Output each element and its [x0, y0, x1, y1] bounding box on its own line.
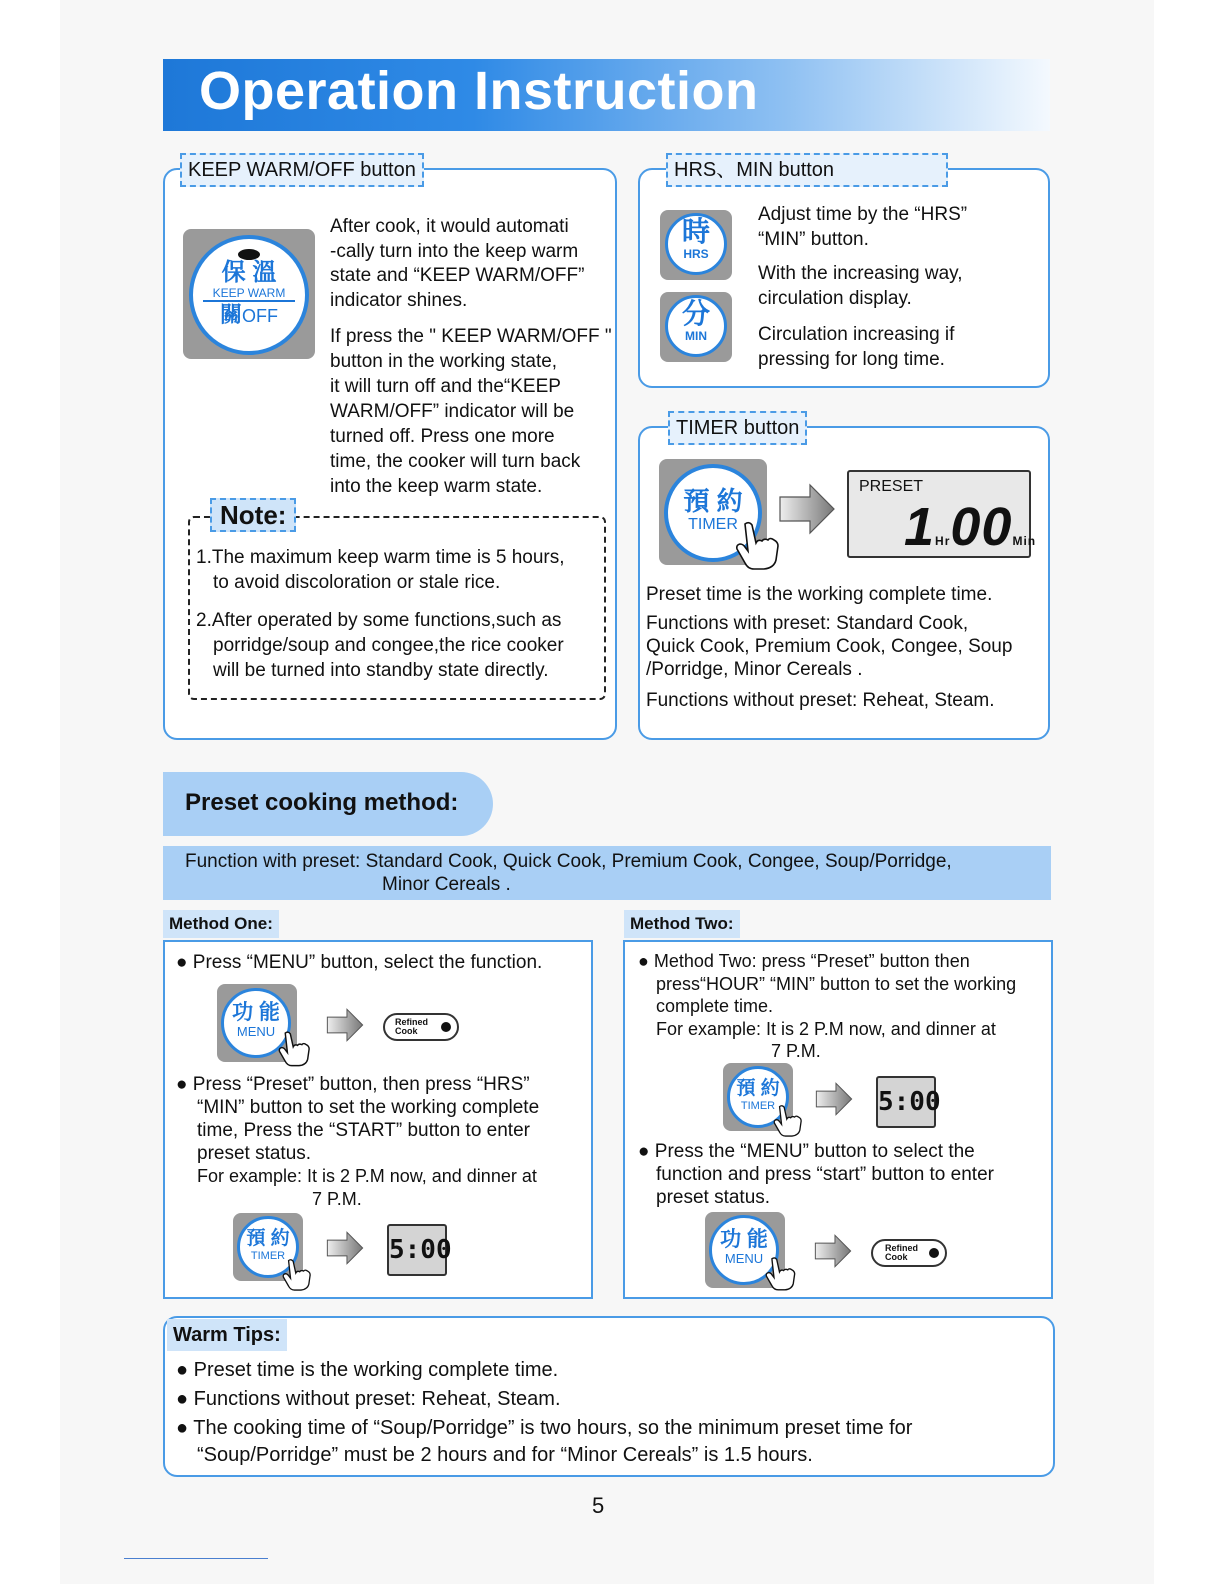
method-two-heading: Method Two: — [624, 910, 740, 938]
refined-cook-indicator — [871, 1239, 947, 1267]
method-one-example — [197, 1165, 537, 1211]
lcd-display-value: 5:00 — [389, 1235, 452, 1265]
text-line: Press “MENU” button, select the function. — [192, 952, 543, 973]
menu-cn-label: 功 能 — [720, 1228, 768, 1251]
display-min-unit: Min — [1012, 534, 1037, 548]
timer-text — [646, 583, 1046, 713]
pill-line: Cook — [885, 1252, 908, 1262]
keep-warm-tag: KEEP WARM/OFF button — [180, 153, 424, 187]
page-number: 5 — [592, 1493, 605, 1518]
method-one-step-2: ● Press “Preset” button, then press “HRS” “MIN” button to set the working complete time, Press the “START” button to enter preset status. — [176, 1073, 586, 1165]
text-line: 7 P.M. — [312, 1189, 362, 1209]
note-title: Note: — [210, 498, 296, 532]
text-line: time, Press the “START” button to enter — [197, 1120, 530, 1141]
method-one-step-1: ● Press “MENU” button, select the function. — [176, 952, 543, 973]
pointing-hand-icon — [282, 1258, 320, 1292]
preset-banner-text — [185, 850, 1045, 896]
text-line: time, the cooker will turn back — [330, 451, 581, 472]
keep-warm-paragraph-1 — [330, 215, 615, 313]
preset-display — [847, 470, 1037, 558]
menu-en-label: MENU — [724, 1251, 764, 1266]
text-line: 7 P.M. — [771, 1041, 821, 1061]
lcd-display — [876, 1076, 941, 1128]
preset-heading: Preset cooking method: — [185, 789, 459, 816]
text-line: 2.After operated by some functions,such as — [196, 610, 562, 631]
tip-item: Functions without preset: Reheat, Steam. — [193, 1388, 561, 1410]
text-line: circulation display. — [758, 287, 912, 309]
timer-cn-label: 預 約 — [246, 1228, 290, 1249]
pointing-hand-icon — [278, 1030, 320, 1068]
pill-line: Cook — [395, 1026, 418, 1036]
tip-item: The cooking time of “Soup/Porridge” is two hours, so the minimum preset time for — [193, 1417, 913, 1439]
text-line: press“HOUR” “MIN” button to set the working — [656, 973, 1017, 994]
timer-en-label: TIMER — [250, 1250, 286, 1262]
text-line: Circulation increasing if — [758, 324, 955, 345]
tip-item: Preset time is the working complete time. — [193, 1359, 559, 1381]
text-line: preset status. — [197, 1143, 312, 1164]
timer-cn-label: 預 約 — [736, 1078, 780, 1099]
hrs-min-tag: HRS、MIN button — [666, 153, 948, 187]
indicator-dot-icon — [929, 1248, 939, 1258]
text-line: into the keep warm state. — [330, 476, 543, 497]
footer-rule — [124, 1558, 268, 1559]
text-line: indicator shines. — [330, 289, 468, 311]
text-line: After cook, it would automati — [330, 216, 569, 237]
indicator-dot-icon — [441, 1022, 451, 1032]
timer-en-label: TIMER — [688, 516, 738, 533]
text-line: For example: It is 2 P.M now, and dinner at — [656, 1018, 996, 1039]
keep-warm-cn-label: 保 溫 — [221, 259, 277, 286]
note-item-2 — [196, 608, 606, 683]
refined-cook-indicator — [383, 1013, 459, 1041]
text-line: complete time. — [656, 996, 774, 1016]
text-line: Minor Cereals . — [382, 874, 511, 895]
off-en-label: OFF — [242, 306, 278, 326]
text-line: button in the working state, — [330, 351, 558, 372]
text-line: Press the “MENU” button to select the — [654, 1141, 975, 1162]
pill-line: Refined — [395, 1017, 429, 1027]
text-line: porridge/soup and congee,the rice cooker — [213, 635, 564, 656]
text-line: Function with preset: Standard Cook, Quick Cook, Premium Cook, Congee, Soup/Porridge, — [185, 851, 952, 872]
pointing-hand-icon — [773, 1104, 811, 1138]
lcd-display-value: 5:00 — [878, 1087, 941, 1117]
display-hr-unit: Hr — [935, 534, 951, 548]
preset-display-time — [904, 496, 1036, 558]
text-line: state and “KEEP WARM/OFF” — [330, 265, 585, 286]
text-line: 1.The maximum keep warm time is 5 hours, — [196, 547, 565, 568]
note-item-1 — [196, 545, 606, 595]
text-line: it will turn off and the“KEEP — [330, 376, 561, 397]
preset-display-label: PRESET — [859, 478, 924, 495]
text-line: pressing for long time. — [758, 348, 945, 370]
warm-tips-list: ● Preset time is the working complete time. ● Functions without preset: Reheat, Steam. ● The cooking time of “Soup/Porridge” is two hours, so the minimum preset time for “Soup/Porridge” must be 2 hours and for “Minor Cereals” is 1.5 hours. — [176, 1357, 1046, 1469]
min-button-icon — [665, 295, 727, 357]
display-hour: 1 — [904, 497, 936, 557]
keep-warm-button-icon — [189, 235, 309, 355]
method-two-step-1: ● Method Two: press “Preset” button then press“HOUR” “MIN” button to set the working complete time. For example: It is 2 P.M now, and dinner at 7 P.M. — [638, 950, 1048, 1063]
text-line: Functions without preset: Reheat, Steam. — [646, 689, 995, 711]
menu-en-label: MENU — [236, 1024, 276, 1039]
hrs-cn-label: 時 — [681, 216, 710, 247]
text-line: If press the " KEEP WARM/OFF " — [330, 326, 612, 347]
hrs-button-icon — [665, 213, 727, 275]
display-min: 00 — [950, 497, 1013, 557]
text-line: “MIN” button to set the working complete — [197, 1097, 540, 1118]
pointing-hand-icon — [765, 1256, 805, 1292]
min-cn-label: 分 — [681, 298, 710, 329]
pill-line: Refined — [885, 1243, 919, 1253]
menu-cn-label: 功 能 — [232, 1001, 280, 1024]
text-line: “MIN” button. — [758, 228, 869, 250]
text-line: With the increasing way, — [758, 263, 963, 284]
text-line: /Porridge, Minor Cereals . — [646, 658, 863, 680]
text-line: will be turned into standby state directly. — [213, 660, 549, 681]
arrow-right-icon — [778, 483, 836, 535]
page-title: Operation Instruction — [199, 61, 759, 121]
timer-en-label: TIMER — [740, 1100, 776, 1112]
text-line: Method Two: press “Preset” button then — [653, 951, 970, 971]
text-line: Functions with preset: Standard Cook, — [646, 612, 969, 634]
method-two-step-2: ● Press the “MENU” button to select the function and press “start” button to enter preset status. — [638, 1140, 1048, 1209]
arrow-right-icon — [326, 1008, 364, 1042]
text-line: Quick Cook, Premium Cook, Congee, Soup — [646, 635, 1013, 657]
keep-warm-en-label: KEEP WARM — [203, 286, 295, 302]
off-cn-label: 關 — [219, 302, 242, 327]
text-line: “Soup/Porridge” must be 2 hours and for “Minor Cereals” is 1.5 hours. — [197, 1444, 813, 1466]
text-line: Adjust time by the “HRS” — [758, 204, 968, 225]
lcd-display — [387, 1224, 452, 1276]
text-line: -cally turn into the keep warm — [330, 240, 579, 262]
arrow-right-icon — [814, 1234, 852, 1268]
timer-tag: TIMER button — [668, 411, 807, 445]
keep-warm-paragraph-2 — [330, 324, 615, 499]
text-line: Press “Preset” button, then press “HRS” — [192, 1074, 530, 1095]
timer-cn-label: 預 約 — [683, 486, 743, 516]
text-line: function and press “start” button to enter — [656, 1164, 994, 1185]
hrs-en-label: HRS — [683, 247, 709, 261]
method-one-heading: Method One: — [163, 910, 279, 938]
warm-tips-heading: Warm Tips: — [167, 1319, 287, 1351]
text-line: preset status. — [656, 1187, 771, 1208]
text-line: For example: It is 2 P.M now, and dinner at — [197, 1166, 537, 1186]
text-line: turned off. Press one more — [330, 426, 555, 447]
arrow-right-icon — [326, 1231, 364, 1265]
text-line: Preset time is the working complete time. — [646, 584, 993, 605]
text-line: to avoid discoloration or stale rice. — [213, 572, 501, 593]
min-en-label: MIN — [685, 329, 707, 343]
text-line: WARM/OFF” indicator will be — [330, 401, 575, 422]
arrow-right-icon — [815, 1082, 853, 1116]
hrs-min-text — [758, 203, 1048, 372]
